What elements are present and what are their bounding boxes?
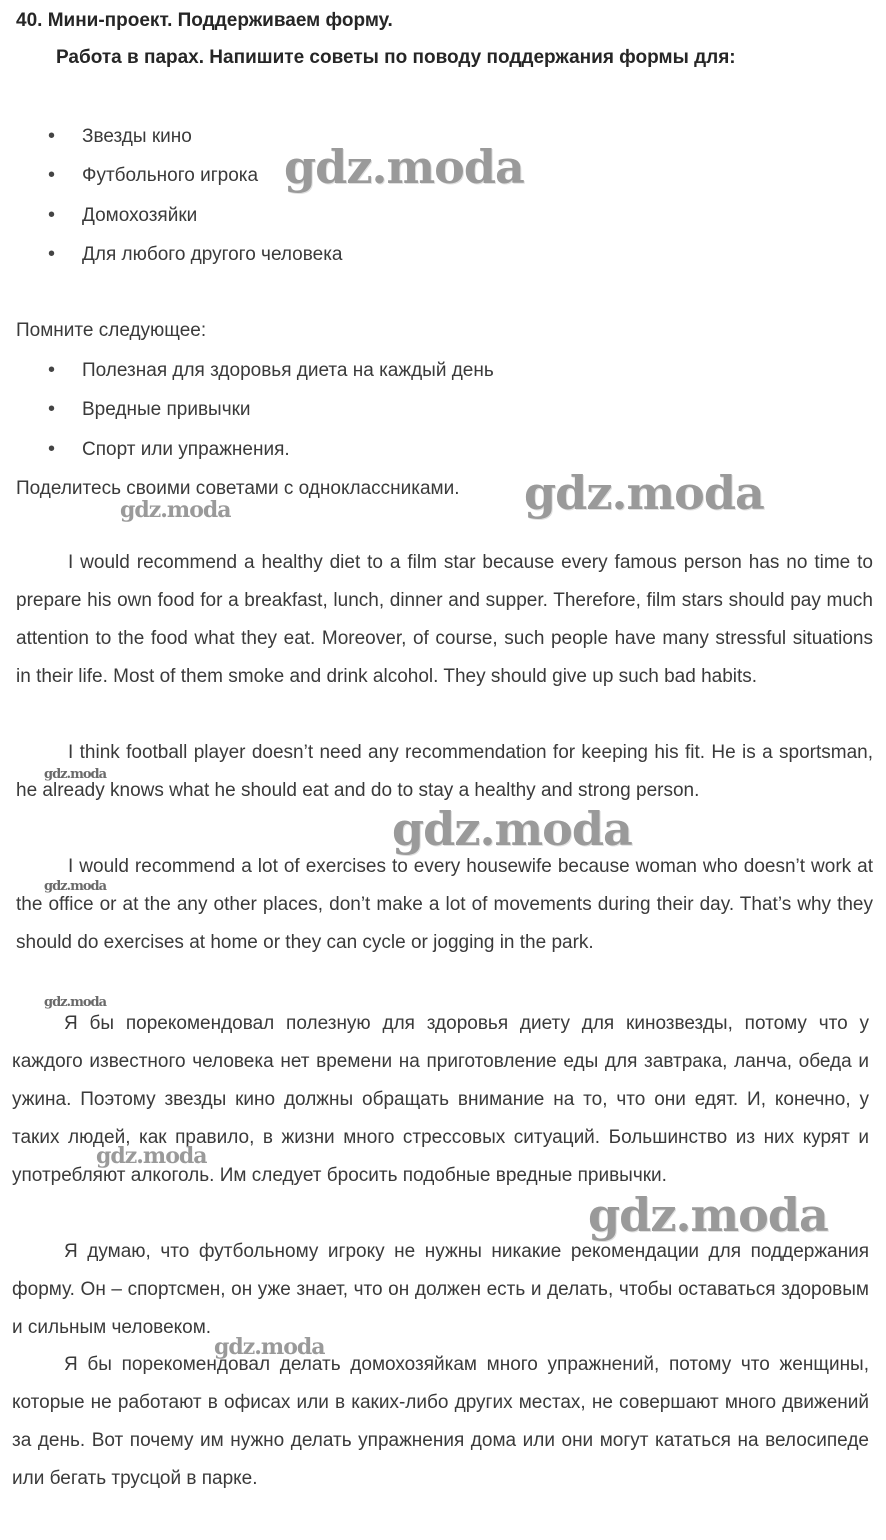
answer-paragraph-en-3: I would recommend a lot of exercises to every housewife because woman who doesn’t work at the office or at the any other places, don’t make a lot of movements during their day. That’s why they should do exercises at home or they can cycle or jogging in the park. xyxy=(16,856,873,953)
watermark: gdz.moda xyxy=(44,995,107,1010)
watermark: gdz.moda xyxy=(524,466,764,520)
list-item: • Вредные привычки xyxy=(40,390,494,429)
watermark: gdz.moda xyxy=(44,767,107,782)
list-item: • Для любого другого человека xyxy=(40,235,343,274)
watermark: gdz.moda xyxy=(214,1334,325,1360)
remember-label: Помните следующее: xyxy=(16,320,207,341)
list-item: • Спорт или упражнения. xyxy=(40,430,494,469)
answer-paragraph-ru-3: Я бы порекомендовал делать домохозяйкам много упражнений, потому что женщины, которые не работают в офисах или в каких-либо других местах, не совершают много движений за день. Вот почему им нужно делать упражнения дома или они могут кататься на велосипеде или бегать трусцой в парке. xyxy=(12,1354,869,1489)
share-instruction: Поделитесь своими советами с одноклассниками. xyxy=(16,478,460,499)
list-item: • Футбольного игрока xyxy=(40,156,343,195)
remember-list xyxy=(40,351,494,469)
task-instruction: Работа в парах. Напишите советы по поводу поддержания формы для: xyxy=(56,47,736,68)
list-item: • Домохозяйки xyxy=(40,196,343,235)
answer-paragraph-en-1: I would recommend a healthy diet to a film star because every famous person has no time to prepare his own food for a breakfast, lunch, dinner and supper. Therefore, film stars should pay much attention to the food what they eat. Moreover, of course, such people have many stressful situations in their life. Most of them smoke and drink alcohol. They should give up such bad habits. xyxy=(16,552,873,687)
watermark: gdz.moda xyxy=(392,802,632,856)
list-item: • Звезды кино xyxy=(40,117,343,156)
answer-paragraph-ru-1: Я бы порекомендовал полезную для здоровья диету для кинозвезды, потому что у каждого известного человека нет времени на приготовление еды для завтрака, ланча, обеда и ужина. Поэтому звезды кино должны обращать внимание на то, что они едят. И, конечно, у таких людей, как правило, в жизни много стрессовых ситуаций. Большинство из них курят и употребляют алкоголь. Им следует бросить подобные вредные привычки. xyxy=(12,1013,869,1186)
watermark: gdz.moda xyxy=(120,497,231,523)
answer-paragraph-ru-2: Я думаю, что футбольному игроку не нужны никакие рекомендации для поддержания форму. Он – спортсмен, он уже знает, что он должен есть и делать, чтобы оставаться здоровым и сильным человеком. xyxy=(12,1241,869,1338)
answer-paragraph-en-2: I think football player doesn’t need any recommendation for keeping his fit. He is a sportsman, he already knows what he should eat and do to stay a healthy and strong person. xyxy=(16,742,873,801)
watermark: gdz.moda xyxy=(284,140,524,194)
watermark: gdz.moda xyxy=(44,879,107,894)
watermark: gdz.moda xyxy=(588,1188,828,1242)
list-item: • Полезная для здоровья диета на каждый день xyxy=(40,351,494,390)
watermark: gdz.moda xyxy=(96,1143,207,1169)
task-title: 40. Мини-проект. Поддерживаем форму. xyxy=(16,10,393,31)
